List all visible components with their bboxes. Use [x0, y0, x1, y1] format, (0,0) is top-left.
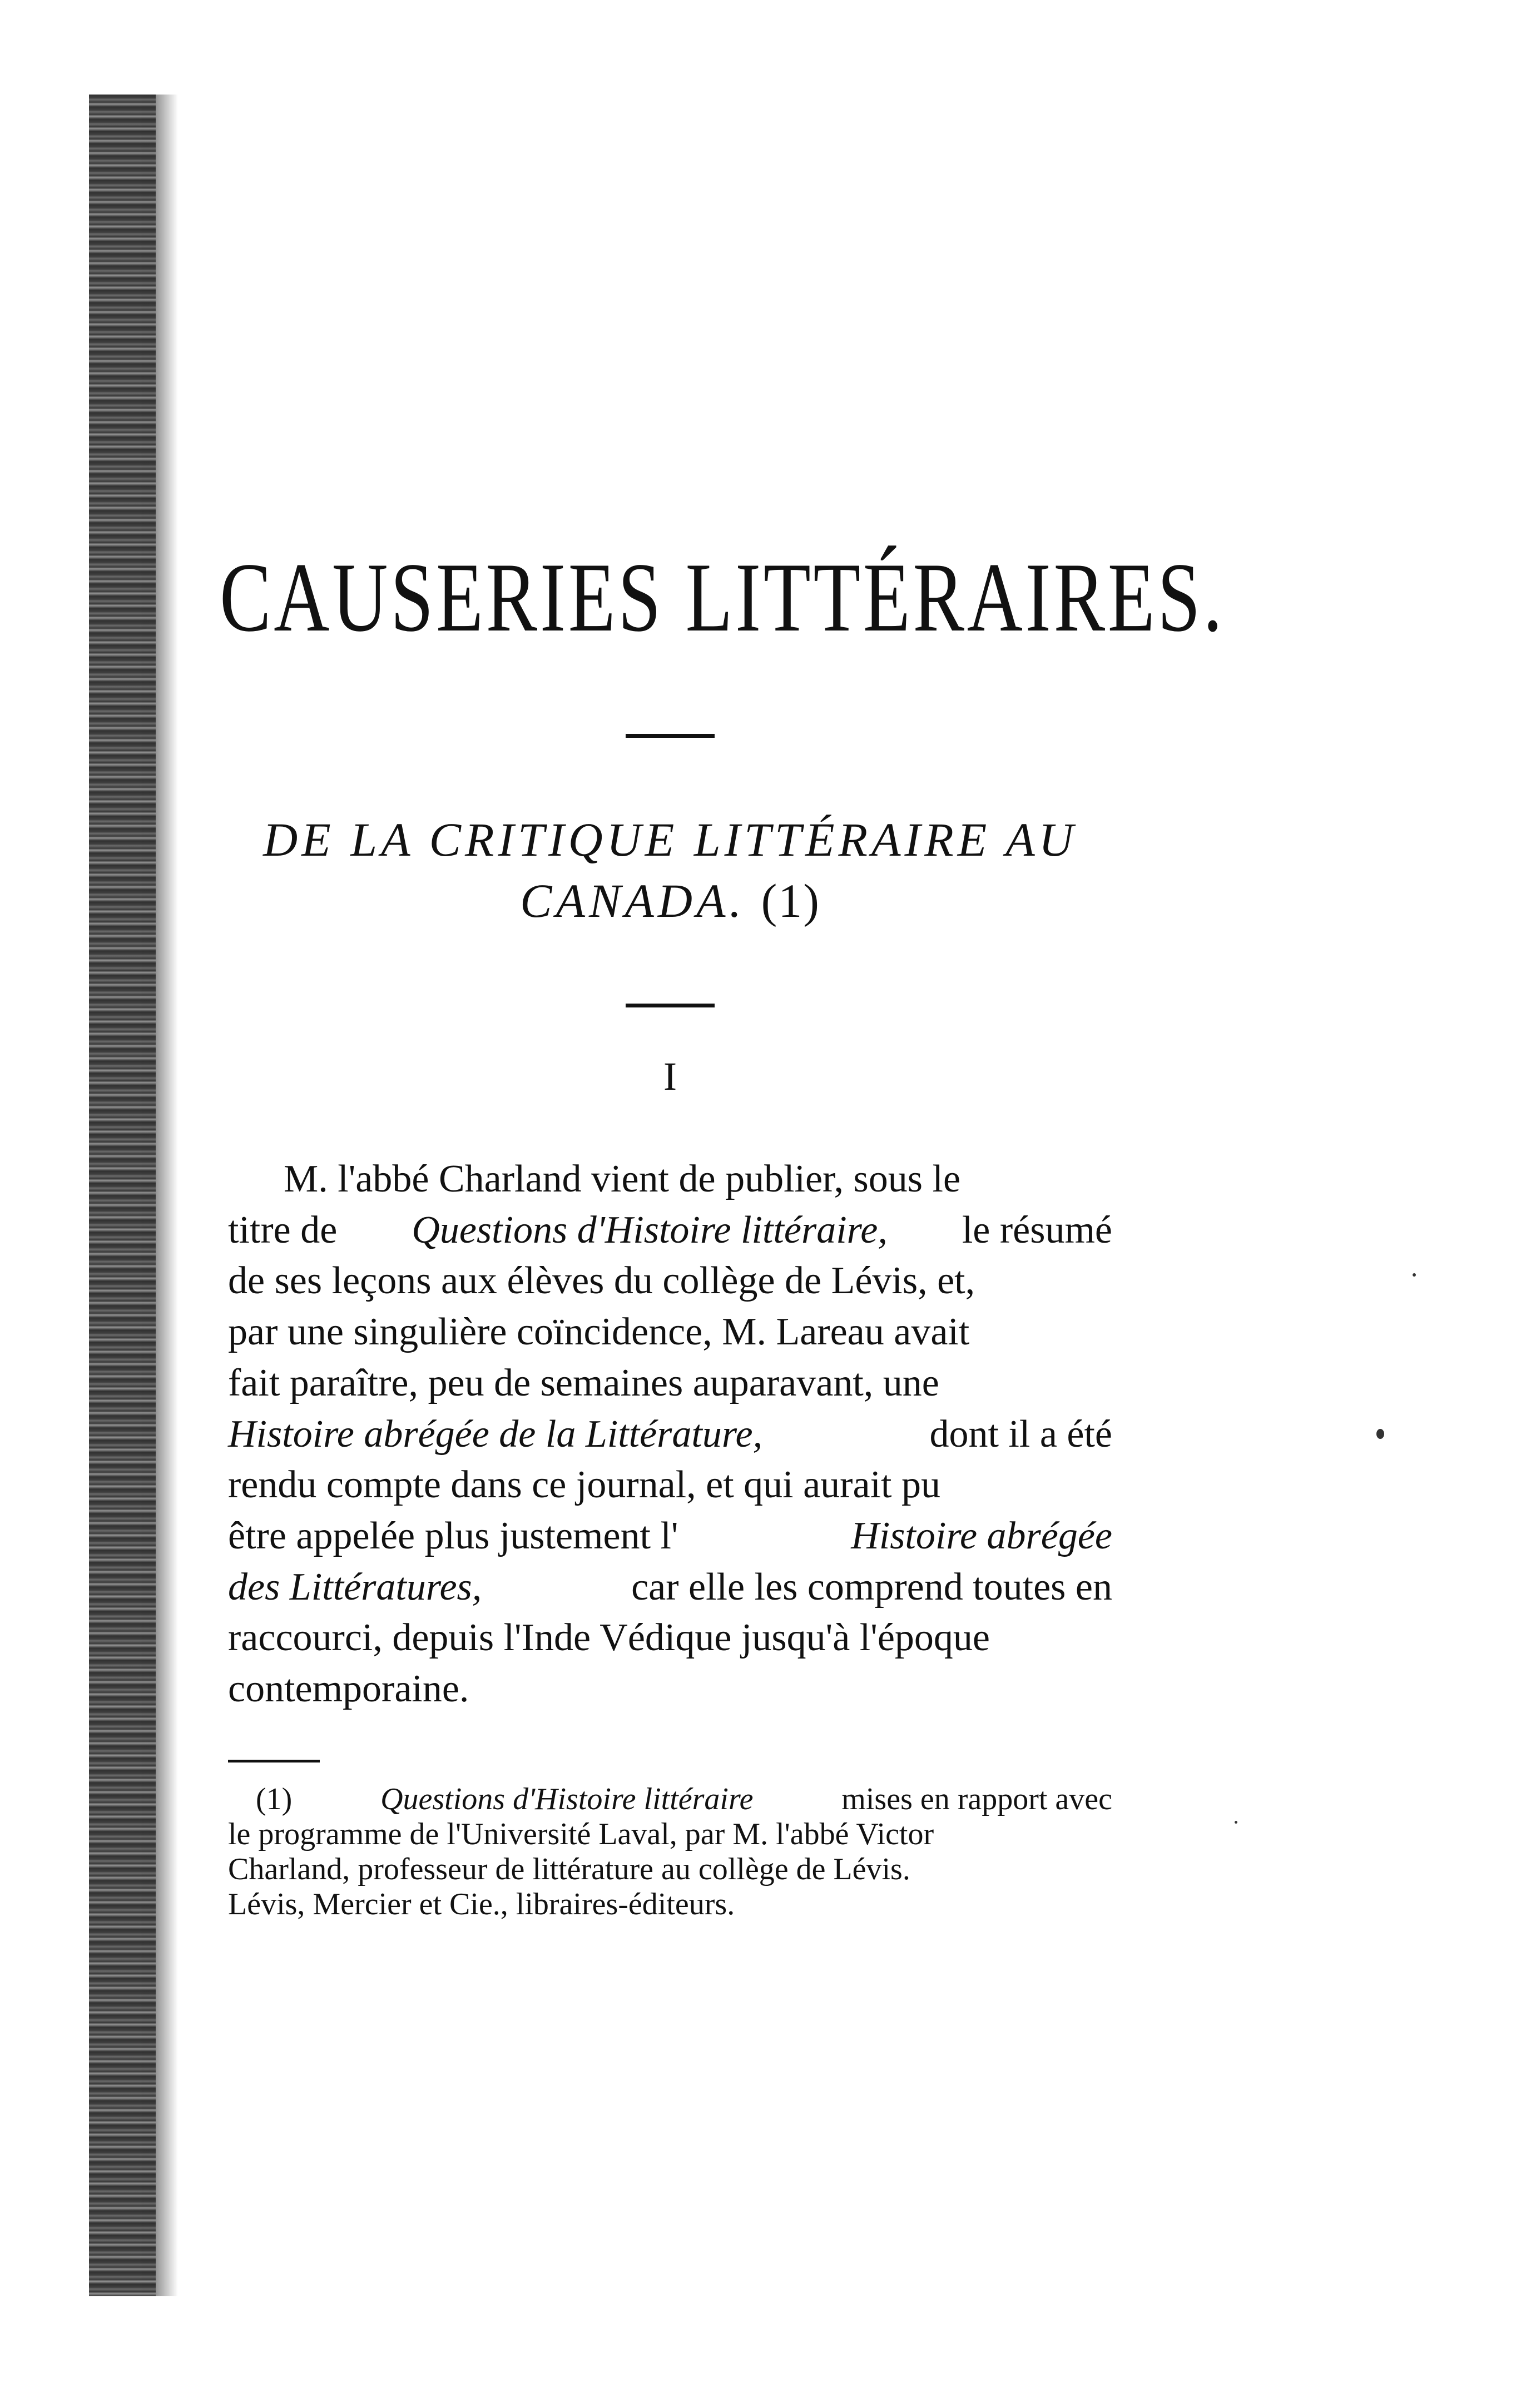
book-title-italic: Questions d'Histoire littéraire,	[412, 1208, 888, 1252]
text-line: titre de Questions d'Histoire littéraire, le résumé	[228, 1205, 1112, 1256]
text-line: des Littératures, car elle les comprend toutes en	[228, 1562, 1112, 1613]
text-line: par une singulière coïncidence, M. Lareau avait	[228, 1310, 970, 1354]
section-heading	[220, 809, 1121, 931]
footnote-line: Lévis, Mercier et Cie., libraires-éditeurs.	[228, 1887, 735, 1922]
book-title-italic: Questions d'Histoire littéraire	[380, 1782, 754, 1816]
text-line: contemporaine.	[228, 1667, 469, 1711]
footnote-reference: (1)	[761, 874, 820, 928]
text-line: être appelée plus justement l' Histoire abrégée	[228, 1511, 1112, 1562]
book-title-italic: des Littératures,	[228, 1565, 482, 1608]
footnote-divider	[228, 1760, 320, 1762]
binding-edge	[89, 95, 156, 2296]
book-title-italic: Histoire abrégée	[851, 1514, 1112, 1557]
text-line: rendu compte dans ce journal, et qui aurait pu	[228, 1463, 940, 1507]
text-line: fait paraître, peu de semaines auparavant, une	[228, 1361, 939, 1404]
footnote-line: le programme de l'Université Laval, par M. l'abbé Victor	[228, 1817, 934, 1851]
section-divider	[626, 1004, 715, 1007]
footnote-line: Charland, professeur de littérature au collège de Lévis.	[228, 1852, 910, 1886]
footnote	[228, 1782, 1112, 1922]
text-line: de ses leçons aux élèves du collège de Lévis, et,	[228, 1259, 975, 1303]
section-heading-line1: DE LA CRITIQUE LITTÉRAIRE AU	[263, 813, 1077, 866]
text-line: Histoire abrégée de la Littérature, dont il a été	[228, 1409, 1112, 1460]
text-line: raccourci, depuis l'Inde Védique jusqu'à l'époque	[228, 1616, 990, 1660]
body-paragraph	[228, 1154, 1112, 1715]
scan-speck	[1376, 1429, 1384, 1439]
text-line: M. l'abbé Charland vient de publier, sous le	[284, 1158, 961, 1200]
scan-speck	[1413, 1273, 1416, 1277]
title-divider	[626, 734, 715, 738]
scan-speck	[1235, 1821, 1237, 1824]
section-number: I	[663, 1054, 677, 1099]
page-title: CAUSERIES LITTÉRAIRES.	[220, 542, 1225, 652]
book-title-italic: Histoire abrégée de la Littérature,	[228, 1412, 763, 1456]
footnote-line: (1) Questions d'Histoire littéraire mises en rapport avec	[256, 1782, 1112, 1816]
section-heading-line2: CANADA.	[520, 874, 746, 928]
